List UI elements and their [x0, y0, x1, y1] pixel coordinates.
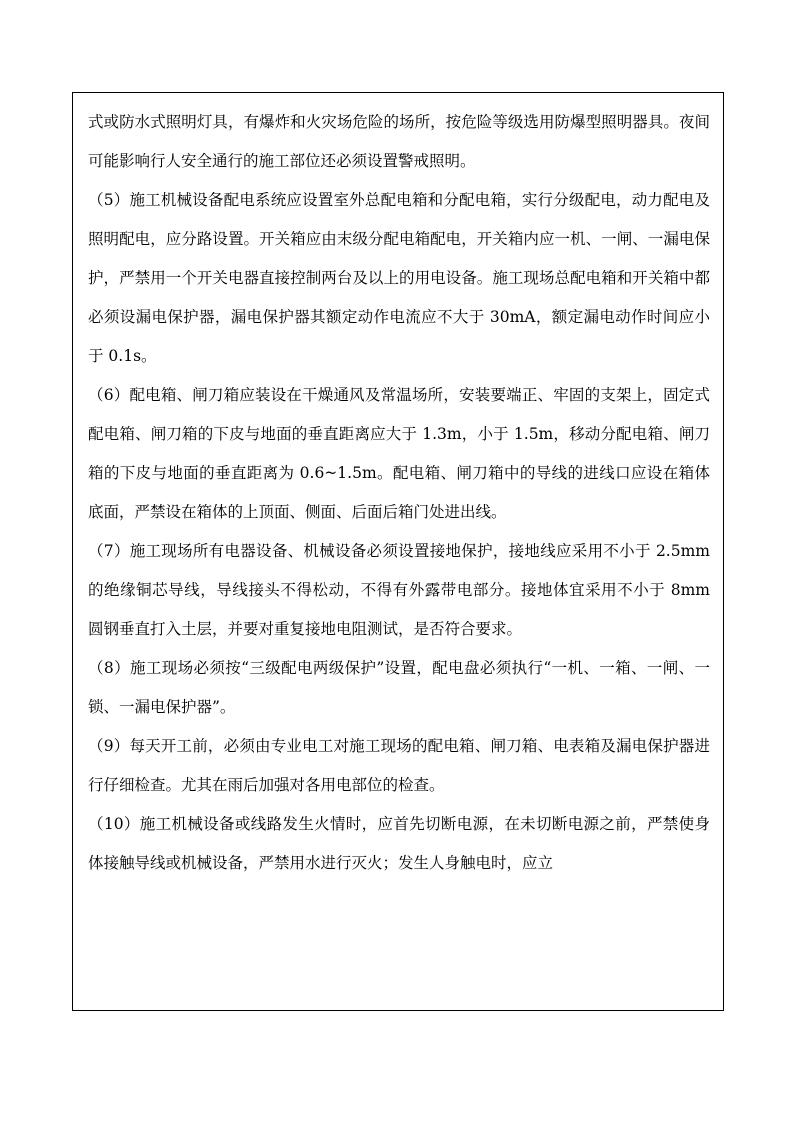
- document-body: [88, 103, 710, 883]
- paragraph-item-10: （10）施工机械设备或线路发生火情时，应首先切断电源，在未切断电源之前，严禁使身体接触导线或机械设备，严禁用水进行灭火；发生人身触电时，应立: [88, 815, 710, 872]
- paragraph-item-6: （6）配电箱、闸刀箱应装设在干燥通风及常温场所，安装要端正、牢固的支架上，固定式配电箱、闸刀箱的下皮与地面的垂直距离应大于 1.3m，小于 1.5m，移动分配电箱、闸刀箱的下皮与地面的垂直距离为 0.6~1.5m。配电箱、闸刀箱中的导线的进线口应设在箱体底面，严禁设在箱体的上顶面、侧面、后面后箱门处进出线。: [88, 386, 710, 521]
- document-frame: [72, 92, 724, 1011]
- paragraph-item-9: （9）每天开工前，必须由专业电工对施工现场的配电箱、闸刀箱、电表箱及漏电保护器进行仔细检查。尤其在雨后加强对各用电部位的检查。: [88, 737, 710, 794]
- paragraph-continuation: 式或防水式照明灯具，有爆炸和火灾场危险的场所，按危险等级选用防爆型照明器具。夜间可能影响行人安全通行的施工部位还必须设置警戒照明。: [88, 113, 710, 170]
- paragraph-item-5: （5）施工机械设备配电系统应设置室外总配电箱和分配电箱，实行分级配电，动力配电及照明配电，应分路设置。开关箱应由末级分配电箱配电，开关箱内应一机、一闸、一漏电保护，严禁用一个开关电器直接控制两台及以上的用电设备。施工现场总配电箱和开关箱中都必须设漏电保护器，漏电保护器其额定动作电流应不大于 30mA，额定漏电动作时间应小于 0.1s。: [88, 191, 710, 365]
- paragraph-item-8: （8）施工现场必须按“三级配电两级保护”设置，配电盘必须执行“一机、一箱、一闸、一锁、一漏电保护器”。: [88, 659, 710, 716]
- paragraph-item-7: （7）施工现场所有电器设备、机械设备必须设置接地保护，接地线应采用不小于 2.5mm 的绝缘铜芯导线，导线接头不得松动，不得有外露带电部分。接地体宜采用不小于 8mm 圆钢垂直打入土层，并要对重复接地电阻测试，是否符合要求。: [88, 542, 710, 638]
